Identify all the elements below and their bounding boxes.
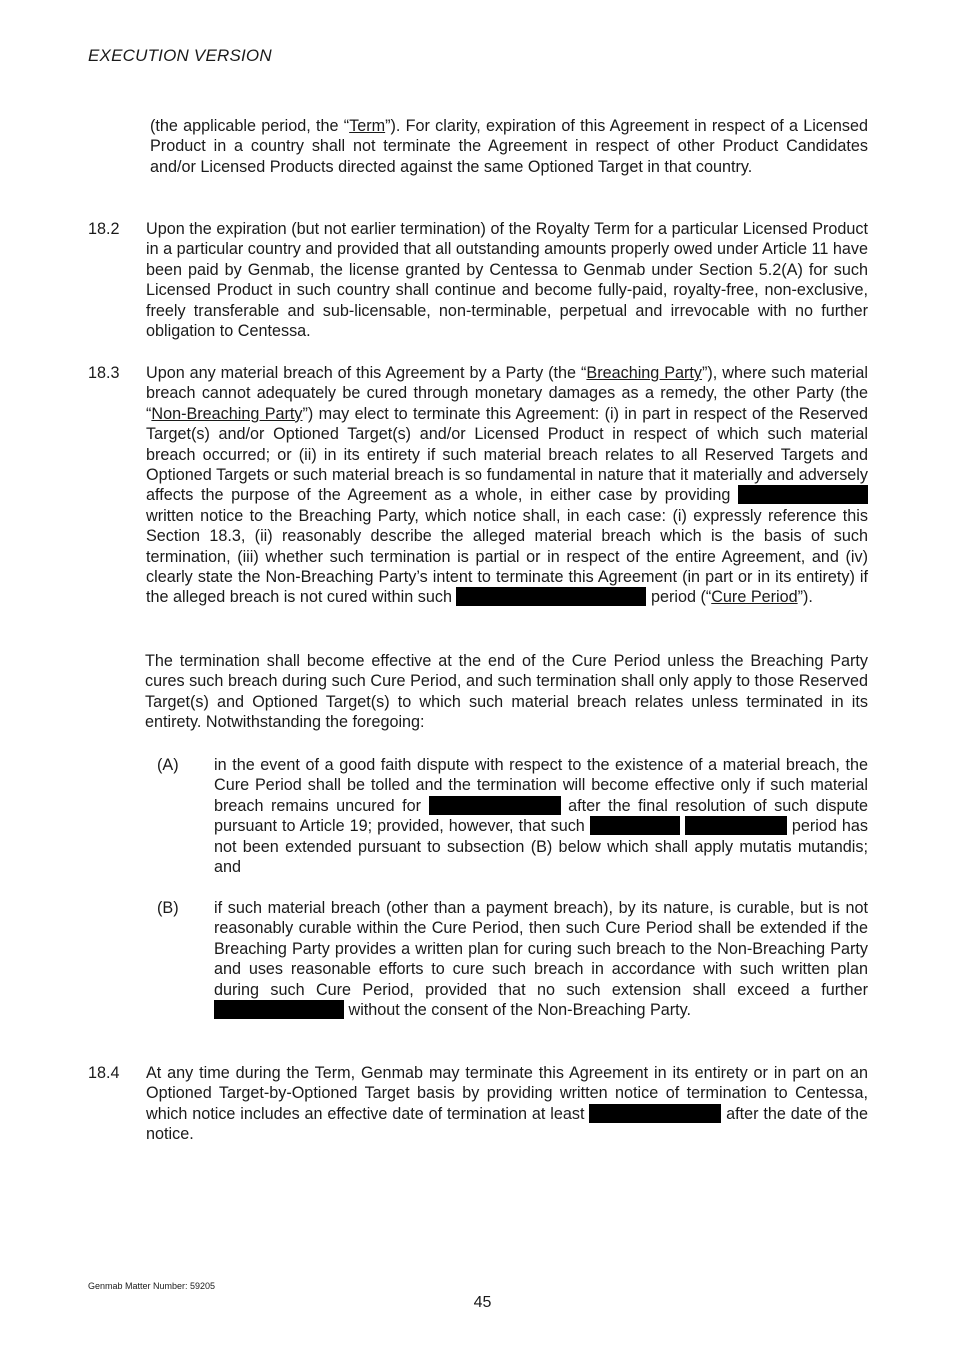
s18-4-text-b: after the date of the notice. (146, 1104, 868, 1144)
non-breaching-party-defined: Non-Breaching Party (151, 404, 303, 423)
s18-3-text-f: ”). (797, 588, 813, 607)
s18-3-text-b: ”), where such material breach cannot adequately be cured through monetary damages as a remedy, the other Party (the “ (146, 364, 868, 423)
section-18-3-number: 18.3 (88, 364, 120, 382)
redaction-box (589, 1104, 721, 1123)
redaction-box (590, 816, 680, 835)
s18-3-text-d: written notice to the Breaching Party, which notice shall, in each case: (i) expressly reference this Section 18.3, (ii) reasonably describe the alleged material breach which is the basis of such termination, (iii) whether such termination is partial or in respect of the entire Agreement, and (iv) clearly state the Non-Breaching Party’s intent to terminate this Agreement (in part or in its entirety) if the alleged breach is not cured within such (146, 506, 868, 607)
breaching-party-defined: Breaching Party (586, 364, 703, 382)
intro-paragraph (150, 116, 868, 177)
redaction-box (429, 796, 561, 815)
intro-text-1: (the applicable period, the “ (150, 117, 350, 135)
subsection-b-text (214, 898, 868, 1020)
redaction-box (456, 587, 646, 606)
subsection-a-label: (A) (157, 756, 179, 774)
section-18-3-text (146, 363, 868, 608)
section-18-4-number: 18.4 (88, 1064, 120, 1082)
subsection-b-label: (B) (157, 899, 179, 917)
s18-3-text-a: Upon any material breach of this Agreement by a Party (the “ (146, 364, 587, 382)
sub-b-text-b: without the consent of the Non-Breaching Party. (348, 1001, 692, 1020)
section-18-2-number: 18.2 (88, 220, 120, 238)
section-18-2-text: Upon the expiration (but not earlier termination) of the Royalty Term for a particular Licensed Product in a particular country and provided that all outstanding amounts properly owed under Article 11 have been paid by Genmab, the license granted by Centessa to Genmab under Section 5.2(A) for such Licensed Product in such country shall continue and become fully-paid, royalty-free, non-exclusive, freely transferable and sub-licensable, non-terminable, perpetual and irrevocable with no further obligation to Centessa. (146, 220, 868, 341)
sub-a-text-b: after the final resolution of such dispute pursuant to Article 19; provided, however, that such (214, 796, 869, 836)
execution-version-header: EXECUTION VERSION (88, 46, 272, 65)
sub-a-text-c: period has not been extended pursuant to subsection (B) below which shall apply mutatis mutandis; and (214, 817, 869, 877)
redaction-box (738, 485, 868, 504)
page-number: 45 (473, 1294, 492, 1311)
s18-3-text-c: ”) may elect to terminate this Agreement: (i) in part in respect of the Reserved Target(s) and/or Optioned Target(s) and/or Licensed Product in respect of which such material breach occurred; or (ii) in its entirety if such material breach relates to all Reserved Targets and Optioned Targets or such material breach is so fundamental in nature that it materially and adversely affects the purpose of the Agreement as a whole, in either case by providing (146, 404, 868, 505)
matter-number: Genmab Matter Number: 59205 (88, 1281, 216, 1291)
term-defined: Term (349, 117, 386, 135)
section-18-3-paragraph-2: The termination shall become effective at the end of the Cure Period unless the Breaching Party cures such breach during such Cure Period, and such termination shall only apply to those Reserved Target(s) and Optioned Target(s) to which such material breach relates unless terminated in its entirety. Notwithstanding the foregoing: (145, 652, 868, 732)
sub-a-text-a: in the event of a good faith dispute with respect to the existence of a material breach, the Cure Period shall be tolled and the termination will become effective only if such material breach remains uncured for (214, 756, 868, 815)
cure-period-defined: Cure Period (711, 588, 798, 607)
s18-4-text-a: At any time during the Term, Genmab may terminate this Agreement in its entirety or in part on an Optioned Target-by-Optioned Target basis by providing written notice of termination to Centessa, which notice includes an effective date of termination at least (146, 1064, 868, 1123)
sub-b-text-a: if such material breach (other than a payment breach), by its nature, is curable, but is not reasonably curable within the Cure Period, then such Cure Period shall be extended if the Breaching Party provides a written plan for curing such breach to the Non-Breaching Party and uses reasonable efforts to cure such breach in accordance with such written plan during such Cure Period, provided that no such extension shall exceed a further (214, 899, 868, 999)
section-18-4-text (146, 1063, 868, 1145)
redaction-box (685, 816, 787, 835)
redaction-box (214, 1000, 344, 1019)
intro-text-2: ”). For clarity, expiration of this Agreement in respect of a Licensed Product in a country shall not terminate the Agreement in respect of other Product Candidates and/or Licensed Products directed against the same Optioned Target in that country. (150, 117, 869, 176)
subsection-a-text (214, 755, 868, 877)
s18-3-text-e: period (“ (650, 588, 712, 607)
